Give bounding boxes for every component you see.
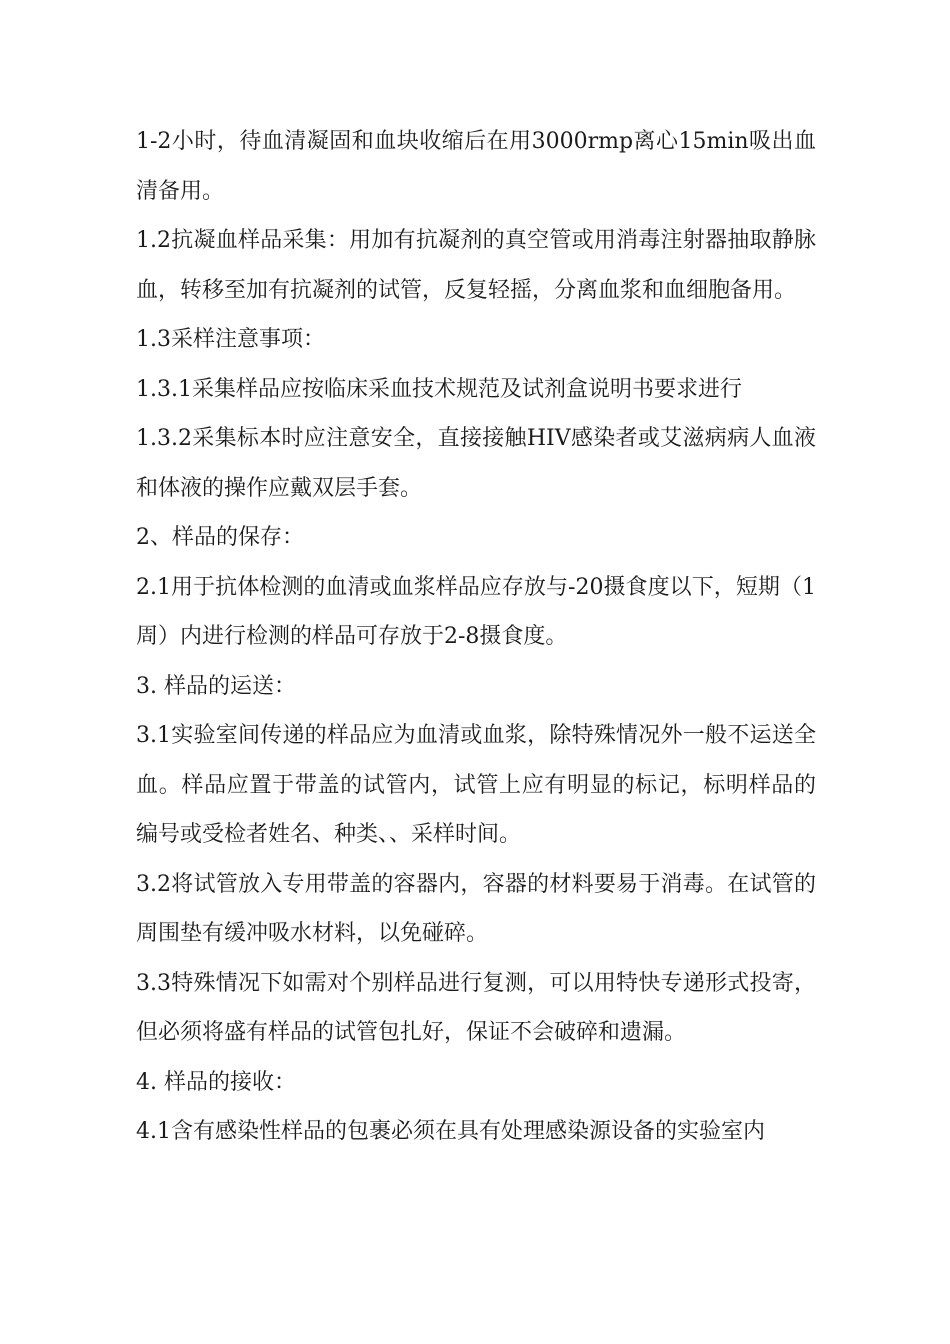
paragraph-transport-3-3: 3.3特殊情况下如需对个别样品进行复测，可以用特快专递形式投寄，但必须将盛有样品的试管包扎好，保证不会破碎和遗漏。 bbox=[136, 970, 816, 1045]
heading-sample-receipt: 4. 样品的接收： bbox=[136, 1069, 296, 1095]
document-body bbox=[136, 117, 816, 1157]
paragraph-precaution-2: 1.3.2采集标本时应注意安全，直接接触HIV感染者或艾滋病病人血液和体液的操作应戴双层手套。 bbox=[136, 426, 816, 501]
paragraph-centrifuge-serum: 1-2小时，待血清凝固和血块收缩后在用3000rmp离心15min吸出血清备用。 bbox=[136, 129, 816, 204]
paragraph-transport-3-1: 3.1实验室间传递的样品应为血清或血浆，除特殊情况外一般不运送全血。样品应置于带盖的试管内，试管上应有明显的标记，标明样品的编号或受检者姓名、种类、、采样时间。 bbox=[136, 723, 816, 847]
paragraph-receipt-4-1: 4.1含有感染性样品的包裹必须在具有处理感染源设备的实验室内 bbox=[136, 1119, 765, 1144]
heading-sampling-precautions: 1.3采样注意事项： bbox=[136, 327, 325, 352]
paragraph-anticoagulant-collection: 1.2抗凝血样品采集：用加有抗凝剂的真空管或用消毒注射器抽取静脉血，转移至加有抗凝剂的试管，反复轻摇，分离血浆和血细胞备用。 bbox=[136, 228, 816, 303]
paragraph-precaution-1: 1.3.1采集样品应按临床采血技术规范及试剂盒说明书要求进行 bbox=[136, 376, 742, 402]
heading-sample-storage: 2、样品的保存： bbox=[136, 525, 304, 550]
paragraph-storage-2-1: 2.1用于抗体检测的血清或血浆样品应存放与-20摄食度以下，短期（1周）内进行检测的样品可存放于2-8摄食度。 bbox=[136, 574, 816, 649]
paragraph-transport-3-2: 3.2将试管放入专用带盖的容器内，容器的材料要易于消毒。在试管的周围垫有缓冲吸水材料，以免碰碎。 bbox=[136, 871, 816, 946]
heading-sample-transport: 3. 样品的运送： bbox=[136, 673, 296, 699]
